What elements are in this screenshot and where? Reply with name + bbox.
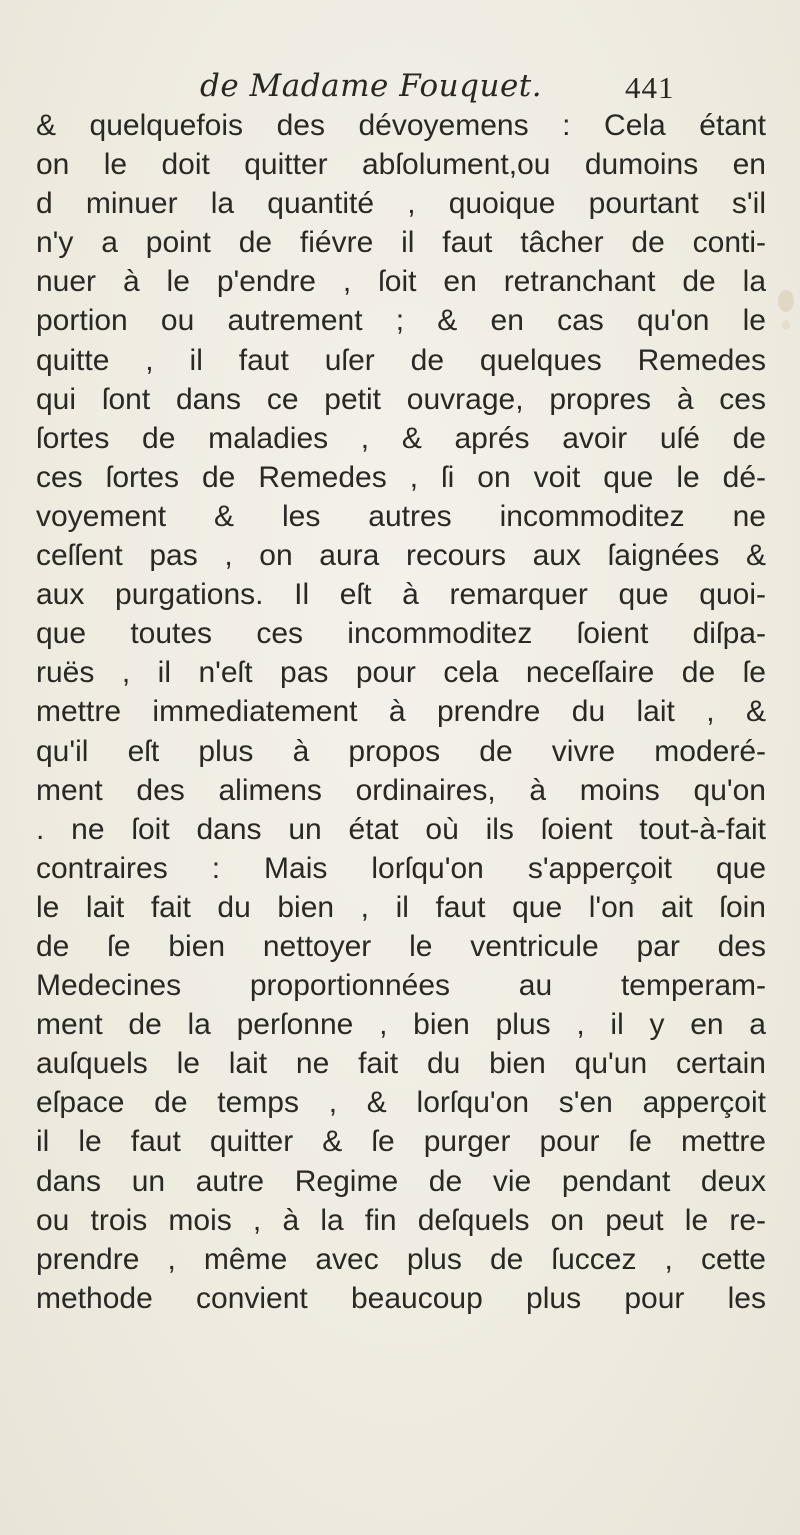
text-line: ruës , il n'eſt pas pour cela neceſſaire de ſe xyxy=(36,656,766,690)
text-line: il le faut quitter & ſe purger pour ſe mettre xyxy=(36,1125,766,1159)
text-line: qui ſont dans ce petit ouvrage, propres à ces xyxy=(36,382,766,416)
text-line: ſortes de maladies , & aprés avoir uſé de xyxy=(36,421,766,455)
paper-stain xyxy=(782,320,790,330)
body-text xyxy=(36,106,766,1318)
text-line: Medecines proportionnées au temperam- xyxy=(36,969,766,1003)
text-line: aux purgations. Il eſt à remarquer que quoi- xyxy=(36,578,766,612)
text-line: ces ſortes de Remedes , ſi on voit que le dé- xyxy=(36,460,766,494)
text-line: le lait fait du bien , il faut que l'on ait ſoin xyxy=(36,890,766,924)
text-line: d minuer la quantité , quoique pourtant s'il xyxy=(36,187,766,221)
text-line: ment de la perſonne , bien plus , il y en a xyxy=(36,1008,766,1042)
text-line: ou trois mois , à la fin deſquels on peut le re- xyxy=(36,1203,766,1237)
text-line: nuer à le p'endre , ſoit en retranchant de la xyxy=(36,265,766,299)
text-line: que toutes ces incommoditez ſoient diſpa- xyxy=(36,617,766,651)
text-line: methode convient beaucoup plus pour les xyxy=(36,1281,766,1315)
text-line: dans un autre Regime de vie pendant deux xyxy=(36,1164,766,1198)
text-line: & quelquefois des dévoyemens : Cela étant xyxy=(36,109,766,142)
paper-stain xyxy=(778,290,794,312)
text-line: voyement & les autres incommoditez ne xyxy=(36,499,766,533)
text-line: mettre immediatement à prendre du lait , & xyxy=(36,695,766,729)
text-line: . ne ſoit dans un état où ils ſoient tout-à-fait xyxy=(36,812,766,846)
text-line: de ſe bien nettoyer le ventricule par des xyxy=(36,929,766,963)
text-line: portion ou autrement ; & en cas qu'on le xyxy=(36,304,766,338)
text-line: eſpace de temps , & lorſqu'on s'en apperçoit xyxy=(36,1086,766,1120)
text-line: prendre , même avec plus de ſuccez , cette xyxy=(36,1242,766,1276)
text-line: on le doit quitter abſolument,ou dumoins en xyxy=(36,148,766,182)
text-line: n'y a point de fiévre il faut tâcher de conti- xyxy=(36,226,766,260)
text-line: ceſſent pas , on aura recours aux ſaignées & xyxy=(36,539,766,573)
running-title: de Madame Fouquet. xyxy=(200,68,543,104)
text-line: quitte , il faut uſer de quelques Remedes xyxy=(36,343,766,377)
page-number: 441 xyxy=(625,70,675,105)
text-line: contraires : Mais lorſqu'on s'apperçoit que xyxy=(36,851,766,885)
text-line: qu'il eſt plus à propos de vivre moderé- xyxy=(36,734,766,768)
text-line: ment des alimens ordinaires, à moins qu'on xyxy=(36,773,766,807)
text-line: auſquels le lait ne fait du bien qu'un certain xyxy=(36,1047,766,1081)
